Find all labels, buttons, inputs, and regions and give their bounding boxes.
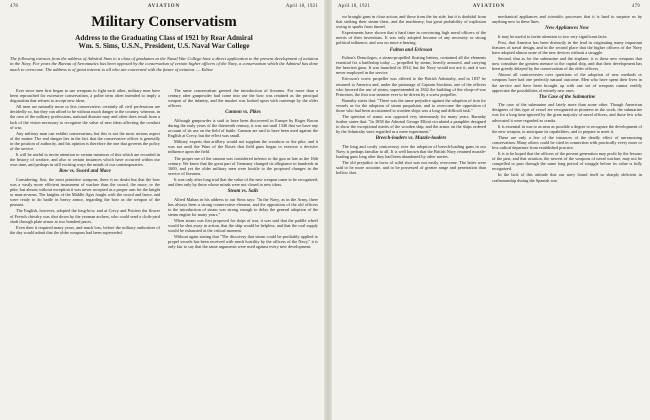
body-paragraph: Alfred Mahan in his address to our Sims says: "In the Navy, as in the Army, there has always been a strong conservative element, and the opposition of the old officers to the introduction of steam was strong enough to delay the general adoption of the steam engine for many years."	[168, 196, 318, 217]
page-number: 478	[10, 4, 19, 9]
right-page	[328, 0, 650, 420]
section-heading: Fulton and Ericsson	[389, 47, 433, 53]
right-column-1	[336, 14, 486, 416]
body-paragraph: Almost all controversies over questions of the adoption of new methods or weapons have had one perfectly natural outcome. Men who have spent their lives in the service and have been brought up with one set of weapons cannot readily appreciate the possibilities of entirely new ones.	[492, 72, 642, 93]
body-paragraph: The English, however, adopted the long-bow, and at Crecy and Poitiers the flower of French chivalry was shot down by the yeoman archers, who could send a cloth-yard shaft through plate armor at two hundred paces.	[10, 208, 160, 224]
body-paragraph: Second, that as for the submarine and the airplane, it is these new weapons that now constitute the greatest menace to the capital ship, and that their development has been greatly delayed by the conservatism of the older officers.	[492, 56, 642, 72]
section-heading: The Case of the Submarine	[538, 94, 596, 100]
article-subtitle-line1: Address to the Graduating Class of 1921 by Rear Admiral	[75, 34, 253, 42]
body-paragraph: Even then it required many years, and much loss, before the military authorities of the day would admit that the older weapons had been superseded.	[10, 224, 160, 235]
issue-date: April 18, 1921	[285, 4, 318, 9]
body-paragraph: The long and costly controversy over the adoption of breech-loading guns in our Navy is perhaps familiar to all. It is well known that the British Navy retained muzzle-loading guns long after they had been abandoned by other navies.	[336, 143, 486, 160]
page-header-right	[338, 3, 640, 11]
body-paragraph: The old prejudice in favor of solid shot was not easily overcome. The latter were said to be more accurate, and to be possessed of greater range and penetration than hollow shot.	[336, 160, 486, 176]
body-paragraph: Ericsson's screw propeller was offered to the British Admiralty, and in 1837 he returned to America and, under the patronage of Captain Stockton, one of the officers who favored the use of steam, superintended in 1842 the building of the sloop-of-war Princeton, the first war steamer ever to be driven by a screw propeller.	[336, 76, 486, 97]
body-paragraph: These are only a few of the instances of the deadly effect of unreasoning conservatism. Many others could be cited in connection with practically every more or less radical departure from established practice.	[492, 134, 642, 150]
section-heading: Steam vs. Sails	[227, 189, 259, 195]
body-paragraph: When steam was first proposed for ships of war, it was said that the paddle wheel would be shot away in action, that the ship would be helpless, and that the coal supply would be exhausted at the critical moment.	[168, 217, 318, 234]
body-paragraph: Experiments have shown that a hard time in convincing high naval officers of the merits of their inventions. It was only adopted because of any necessity or strong political influence, and was no more a hearing.	[336, 30, 486, 46]
body-paragraph: Without again stating that "The discovery that steam could be profitably applied to propel vessels has been received with much hostility by the officers of the Navy," it is only fair to say that the same arguments were used against every new development.	[168, 234, 318, 250]
body-paragraph: It will be useful to invite attention to certain instances of this which are recorded in the history of warfare, and also to certain instances which have occurred within our own time, and perhaps in still exciting ways the minds of our contemporaries.	[10, 152, 160, 168]
body-paragraph: Ever since men first began to use weapons to fight each other, military men have been reproached for excessive conservatism, a polite term often intended to imply a dogmatism that refuses to accept new ideas.	[10, 88, 160, 104]
section-heading: Breech-loaders vs. Muzzle-loaders	[375, 136, 447, 142]
left-column-1	[10, 88, 160, 416]
article-subtitle-line2: Wm. S. Sims, U.S.N., President, U.S. Naval War College	[78, 42, 250, 50]
body-paragraph: Barnaby states that: "There was the same prejudice against the adoption of iron for vessels as for the adoption of steam propulsion, and to overcome the opposition of those who had been accustomed to wooden ships was a long and difficult task."	[336, 97, 486, 113]
body-paragraph: mechanical appliances and scientific processes that it is hard to surprise us by anything new in these lines.	[492, 14, 642, 25]
right-column-2	[492, 14, 642, 416]
body-paragraph: Military experts that artillery would not supplant the crossbow or the pike, and it was not until the Wars of the Roses that field guns began to exercise a decisive influence upon the field.	[168, 139, 318, 155]
body-paragraph: It is to be hoped that the officers of the present generation may profit by the lessons of the past, and that aviation, the newest of the weapons of naval warfare, may not be compelled to pass through the same long period of struggle before its value is fully recognized.	[492, 151, 642, 172]
body-paragraph: we brought guns in close action; and those from the far side, but it is doubtful from that striking their steam-chest, and the machinery, but great probability of explosion owing to sparks from funnel.	[336, 14, 486, 30]
left-column-2	[168, 88, 318, 416]
body-paragraph: It may be useful to invite attention to two very significant facts:	[498, 33, 608, 39]
body-paragraph: The question of armor was opposed very strenuously for many years. Barnaby further states that: "In 1858 the Admiral George Elliott circulated a pamphlet designed to show the exceptional merits of the wooden ship, and the armor on the ships ordered by the Admiralty were regarded as a mere experiment."	[336, 114, 486, 135]
body-paragraph: Fulton's Demologos, a steam-propelled floating battery, contained all the elements essential for a battleship today — propelled by steam, heavily armored, and carrying the heaviest guns. It was launched in 1814, but the Navy would not use it, and it was never employed in the service.	[336, 55, 486, 76]
page-number: 479	[631, 4, 640, 9]
body-paragraph: All men are naturally more or less conservative; certainly all civil professions are decidedly so, but they can afford to be without much danger to the country, whereas, in the case of the military professions, national disaster may and often does result from a lack of the vision necessary to recognize the value of new ideas affecting the conduct of war.	[10, 104, 160, 130]
body-paragraph: Although gunpowder is said to have been discovered in Europe by Roger Bacon during the early years of the thirteenth century, it was not until 1346 that we have any account of its use on the field of battle. Cannon are said to have been used against the English at Crecy, but the effect was small.	[168, 117, 318, 139]
body-paragraph: The same conservatism greeted the introduction of firearms. For more than a century after gunpowder had come into use the bow was retained as the principal weapon of the infantry, and the musket was looked upon with contempt by the older officers.	[168, 88, 318, 109]
body-paragraph: It is essential in war to as near as possible a degree to recognize the development of the new weapon, to anticipate its capabilities, and to prepare to meet it.	[492, 123, 642, 134]
editor-intro: The following extracts from the address of Admiral Sims to a class of graduates at the Naval War College have a direct application to the present development of aviation in the Navy. For years the Bureau of Aeronautics has been opposed by the conservatism of certain higher officers of the Navy, a conservatism which the Admiral has done much to overcome. The address is of great interest to all who are concerned with the future of aviation. — Editor.	[10, 56, 318, 72]
section-heading: New Appliances Now	[545, 26, 589, 32]
page-header-left	[10, 3, 318, 11]
body-paragraph: The case of the submarine and lately more than some other. Though American designers of this type of vessel are recognized as pioneers in the work, the submarine was for a long time ignored by the great majority of naval officers, and those few who advocated it were regarded as cranks.	[492, 102, 642, 123]
issue-date: April 18, 1921	[338, 4, 371, 9]
article-title: Military Conservatism	[91, 14, 237, 30]
magazine-name: AVIATION	[147, 4, 181, 9]
section-heading: Bow vs. Sword and Mace	[59, 169, 111, 175]
magazine-name: AVIATION	[472, 4, 506, 9]
body-paragraph: Considering, first, the most primitive weapons, there is no doubt but that the bow was a vastly more efficient instrument of warfare than the sword, the mace, or the pike; but almost without exception it was never accepted as a proper arm for the knight or man-at-arms. The knights of the Middle Ages fought with the sword and lance, and were ready to do battle in heavy armor, regarding the bow as the weapon of the peasant.	[10, 176, 160, 208]
body-paragraph: The proper use of the cannon was considered inferior to the gun as late as the 16th century. We know that the great part of Germany changed its allegiance in hundreds in 1600, and yet the older military men were hostile to the proposed changes in the service of firearms.	[168, 155, 318, 176]
body-paragraph: It was only after long trial that the value of the new weapon came to be recognized, and then only by those whose minds were not closed to new ideas.	[168, 176, 318, 187]
body-paragraph: In the lack of this attitude that our navy found itself so sharply deficient in craftsmanship during the Spanish war.	[492, 172, 642, 183]
body-paragraph: First, that America has been distinctly in the lead in originating many important features of naval design, and in the second place that the higher officers of the Navy have adopted almost none of the new devices without a struggle.	[492, 39, 642, 55]
body-paragraph: Any military man can exhibit conservatism, but this is not the most serious aspect of the matter. The real danger lies in the fact that the conservative officer is generally in the position of authority, and his opinion is therefore the one that governs the policy of the service.	[10, 130, 160, 152]
section-heading: Cannon vs. Pikes	[225, 110, 261, 116]
